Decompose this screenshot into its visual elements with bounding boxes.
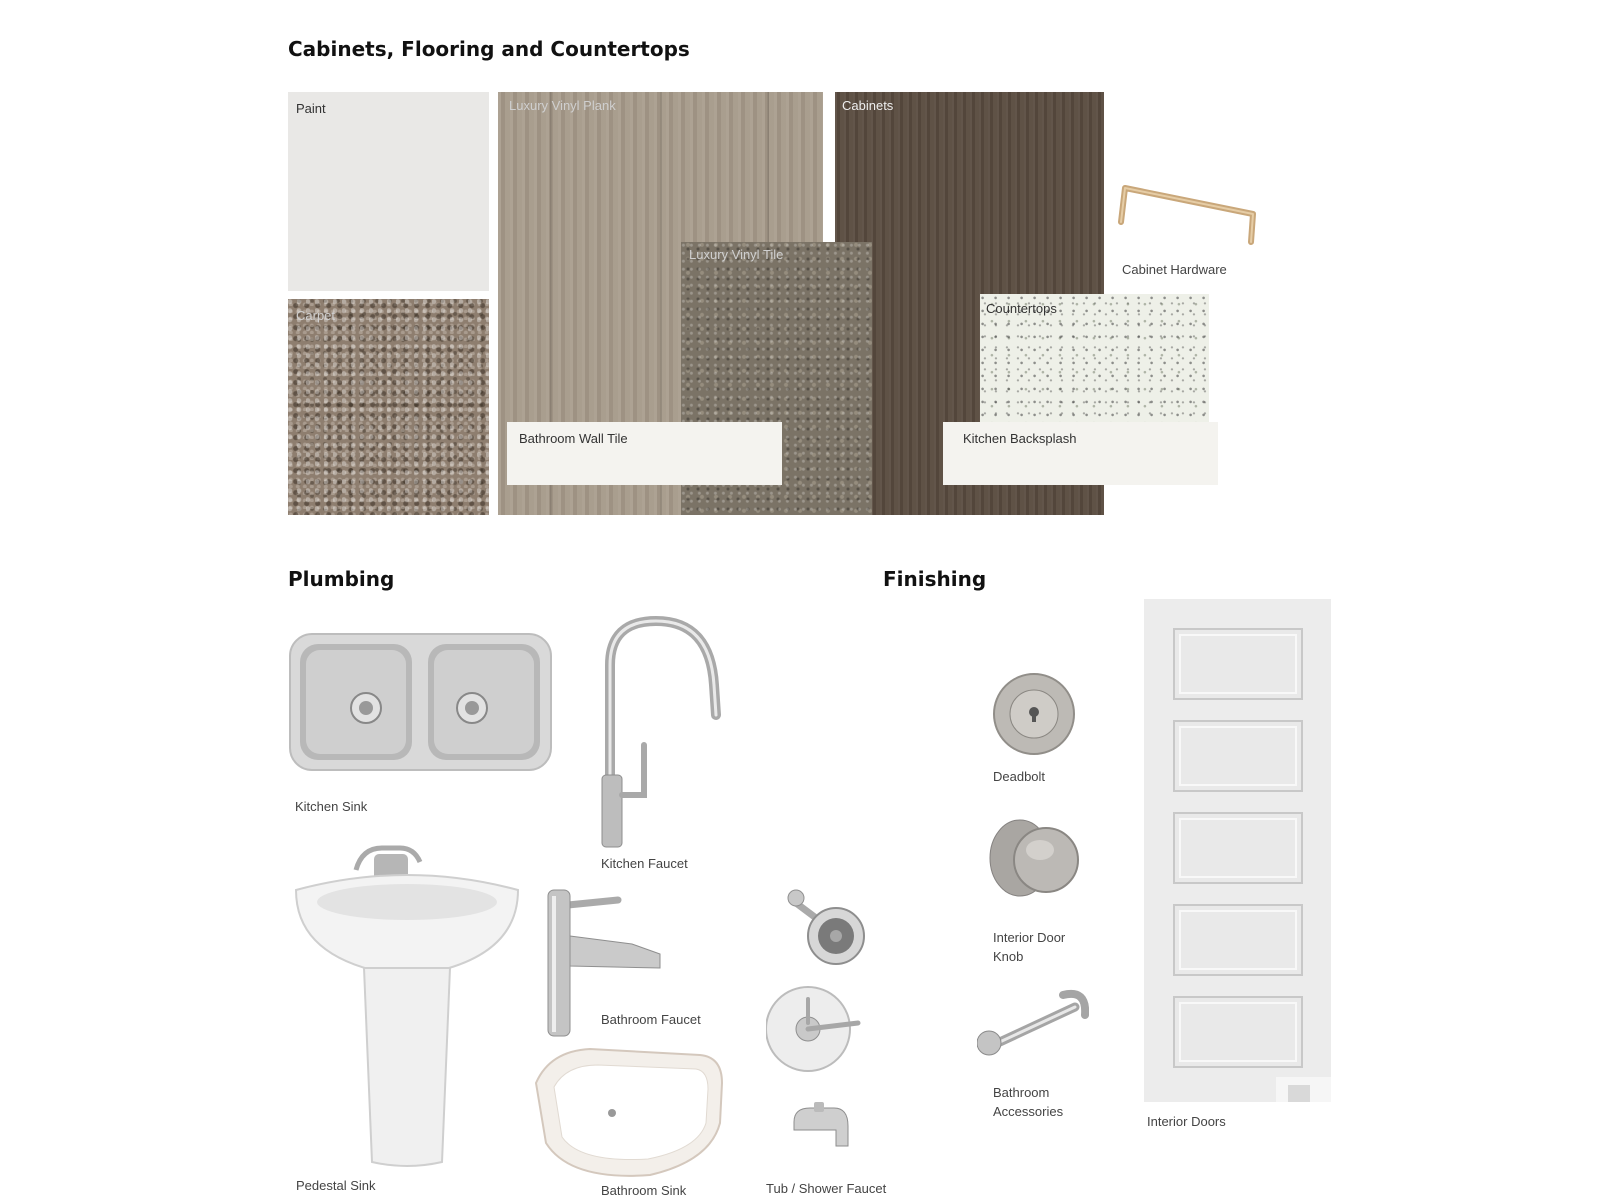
kitchen-faucet-label: Kitchen Faucet bbox=[601, 856, 688, 871]
deadbolt-image bbox=[992, 672, 1076, 756]
bathroom-sink-image bbox=[530, 1043, 726, 1183]
bathroom-accessories-image bbox=[977, 985, 1089, 1060]
carpet-label: Carpet bbox=[296, 308, 336, 323]
luxury-vinyl-tile-label: Luxury Vinyl Tile bbox=[689, 247, 784, 262]
shower-head-image bbox=[786, 888, 871, 968]
section-title-plumbing: Plumbing bbox=[288, 567, 395, 591]
pedestal-sink-label: Pedestal Sink bbox=[296, 1178, 376, 1193]
bathroom-wall-tile-swatch bbox=[507, 422, 782, 485]
bathroom-accessories-label-line2: Accessories bbox=[993, 1104, 1064, 1119]
kitchen-sink-image bbox=[288, 632, 553, 772]
cabinet-hardware-label: Cabinet Hardware bbox=[1122, 262, 1227, 277]
paint-swatch bbox=[288, 92, 489, 291]
kitchen-backsplash-label: Kitchen Backsplash bbox=[963, 431, 1077, 446]
luxury-vinyl-plank-label: Luxury Vinyl Plank bbox=[509, 98, 616, 113]
bathroom-accessories-label-line1: Bathroom bbox=[993, 1085, 1050, 1100]
kitchen-faucet-image bbox=[598, 615, 728, 850]
deadbolt-label: Deadbolt bbox=[993, 769, 1046, 784]
bathroom-sink-label: Bathroom Sink bbox=[601, 1183, 687, 1198]
section-title-cabinets: Cabinets, Flooring and Countertops bbox=[288, 37, 690, 61]
cabinet-hardware-image bbox=[1115, 180, 1263, 248]
shower-valve-image bbox=[766, 983, 861, 1075]
section-title-finishing: Finishing bbox=[883, 567, 987, 591]
tub-spout-image bbox=[790, 1102, 852, 1152]
interior-door-image bbox=[1144, 599, 1331, 1102]
kitchen-backsplash-swatch bbox=[943, 422, 1218, 485]
pedestal-sink-image bbox=[292, 840, 522, 1172]
tub-shower-faucet-label: Tub / Shower Faucet bbox=[766, 1181, 887, 1196]
paint-label: Paint bbox=[296, 101, 326, 116]
interior-door-knob-image bbox=[986, 814, 1082, 902]
interior-door-knob-label-line2: Knob bbox=[993, 949, 1024, 964]
countertops-label: Countertops bbox=[986, 301, 1057, 316]
carpet-swatch bbox=[288, 299, 489, 515]
cabinets-label: Cabinets bbox=[842, 98, 894, 113]
bathroom-faucet-label: Bathroom Faucet bbox=[601, 1012, 701, 1027]
interior-door-knob-label-line1: Interior Door bbox=[993, 930, 1066, 945]
interior-doors-label: Interior Doors bbox=[1147, 1114, 1226, 1129]
kitchen-sink-label: Kitchen Sink bbox=[295, 799, 368, 814]
bathroom-wall-tile-label: Bathroom Wall Tile bbox=[519, 431, 628, 446]
countertops-swatch bbox=[980, 294, 1209, 431]
